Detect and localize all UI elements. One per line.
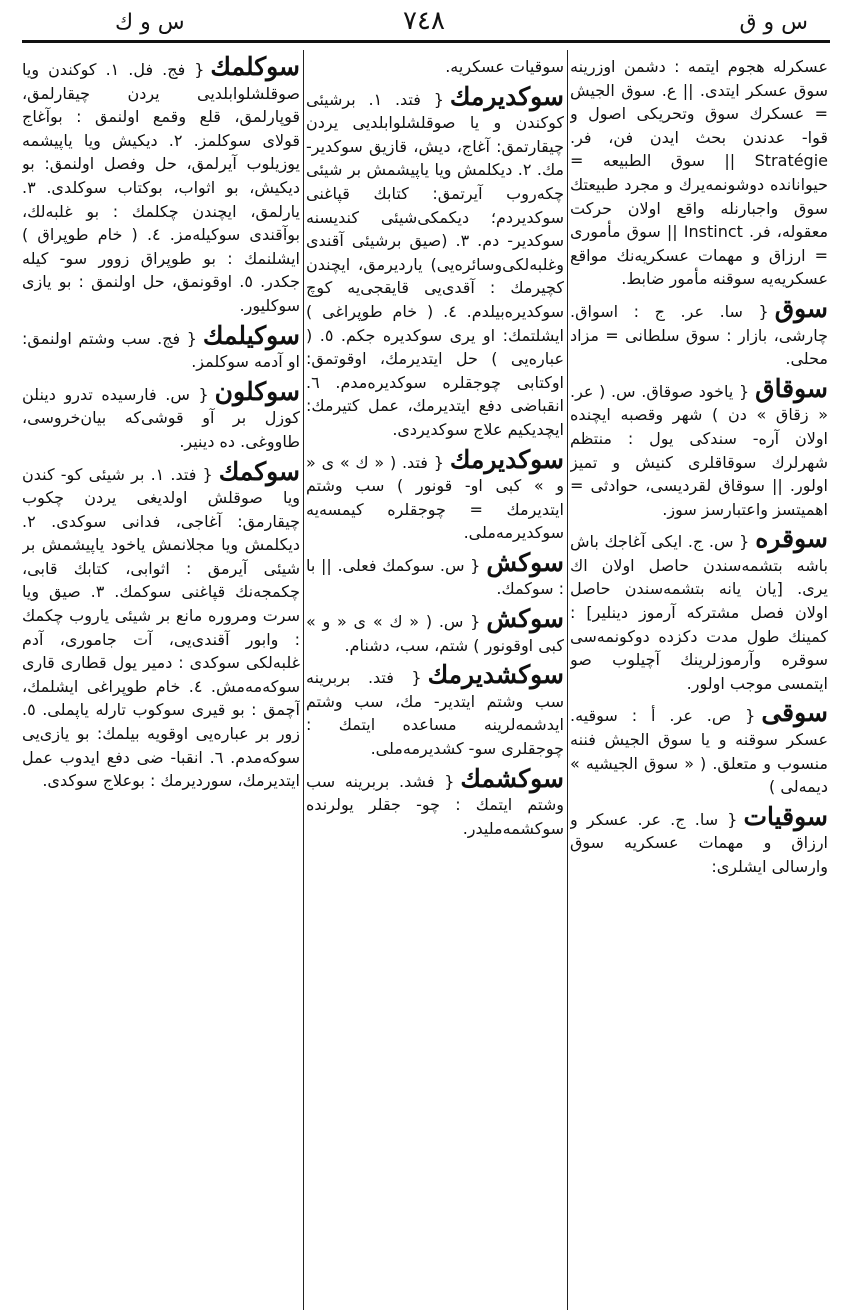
page-header xyxy=(0,0,848,40)
entry-headword: سوقی xyxy=(761,698,828,728)
dictionary-entry xyxy=(22,320,300,374)
entry-headword: سوقیات xyxy=(743,801,828,831)
entry-headword: سوق xyxy=(774,293,828,323)
dictionary-entry xyxy=(306,660,564,760)
entry-definition: { فتد. بربرینه سب وشتم ایتدیر- مك، سب وشتم ایدشمه‌لرینه مساعده ایتمك : چوجقلری سو- کشدیرمه‌ملی. xyxy=(306,668,564,759)
entry-headword: سوکیلمك xyxy=(202,320,300,350)
dictionary-entry xyxy=(306,604,564,657)
entry-definition: { فشد. بربرینه سب وشتم ایتمك : چو- جقلر یولرنده سوکشمه‌ملیدر. xyxy=(306,771,564,838)
column-divider xyxy=(303,50,304,1310)
dictionary-entry xyxy=(22,55,300,318)
entry-headword: سوکشمك xyxy=(460,763,564,793)
page-number: ٧٤٨ xyxy=(403,6,445,36)
column-divider xyxy=(567,50,568,1310)
entry-definition: { س. ج. ایکی آغاجك باش باشه بتشمه‌سندن حاصل اولان اك یری. [یان یانه بتشمه‌سندن حاصل اولان فصل مشترکه آرموز دینلیر] : کمینك طول مدت دکزده دوکونمه‌سی سوقره وآرموزلرینك آچیلوب صو ایتمسی موجب اولور. xyxy=(570,532,828,693)
dictionary-entry xyxy=(22,456,300,793)
dictionary-entry xyxy=(570,698,828,798)
dictionary-entry xyxy=(22,376,300,454)
entry-headword: سوکش xyxy=(486,547,564,577)
entry-definition: { فتد. ( « ك » ی « و » کبی او- قونور ) سب وشتم ایتدیرمك = چوجقلره کیمسه‌یه سوکدیرمه‌ملی. xyxy=(306,452,564,543)
entry-headword: سوکلمك xyxy=(210,55,300,81)
dictionary-entry xyxy=(570,524,828,695)
column-left xyxy=(22,55,300,1305)
entry-definition: عسکرله هجوم ایتمه : دشمن اوزرینه سوق عسکر ایتدی. || ع. سوق الجیش = عسکرك سوق وتحریکی اصول و قوا- عدندن بحث ایدن فن، فر. Stratégie || سوق الطبیعه = حیوانانده دوشونمه‌یرك و مجرد طبیعتك سوق واجبارنله واقع اولان حرکت معقوله، فر. Instinct || سوق مأموری = ارزاق و مهمات عسکریه‌نك مواقع عسکریه‌یه سوقنه مأمور ضابط. xyxy=(570,57,828,289)
header-right-catchword: س و ق xyxy=(739,10,808,35)
dictionary-entry xyxy=(306,763,564,841)
entry-definition: { فج. فل. ۱. کوکندن ویا صوقلشلوابلدیی یردن چیقارلمق، قوپارلمق، قلع وقمع اولنمق : بوآغاج قولای سوکلمز. ۲. دیکیش ویا یاپیشمه یوزیلوب آیرلمق، حل وفصل اولنمق: بو دیکیش، بو اثواب، بوکتاب سوکلدی. ۳. یارلمق، ایچندن چکلمك : بو غلبه‌لك، بوآقندی سوکیله‌مز. ٤. ( خام طوپراق ) ایشلنمك : بو طوپراق زوور سو- کیله جکدر. ٥. اوقونمق، حل اولنمق : بو یازی سوکلیور. xyxy=(22,60,300,315)
dictionary-entry xyxy=(570,801,828,879)
entry-definition: { س. فارسیده تدرو دینلن کوزل بر آو قوشی‌که بیان‌خروسی، طاووغی. ده دینیر. xyxy=(22,384,300,451)
header-left-catchword: س و ك xyxy=(115,10,185,35)
entry-headword: سوقاق xyxy=(755,373,828,403)
entry-headword: سوکشدیرمك xyxy=(427,660,564,690)
entry-definition: { فج. سب وشتم اولنمق: او آدمه سوکلمز. xyxy=(22,328,300,372)
entry-definition: { ص. عر. أ : سوقیه. عسکر سوقنه و یا سوق الجیش فننه منسوب و متعلق. ( « سوق الجیشیه » دیمه‌لی ) xyxy=(570,706,828,797)
dictionary-entry xyxy=(306,81,564,442)
entry-headword: سوکدیرمك xyxy=(449,444,564,474)
entry-headword: سوکلون xyxy=(214,376,300,406)
entry-definition: { سا. عر. ج : اسواق. چارشی، بازار : سوق سلطانی = مزاد محلی. xyxy=(570,301,828,369)
entry-definition: { س. سوکمك فعلی. || با : سوکمك. xyxy=(306,555,564,599)
entry-definition: { فتد. ۱. بر شیئی کو- کندن ویا صوقلش اولدیغی یردن چکوب چیقارمق: آغاجی، فدانی سوکدی. ۲. دیکلمش ویا مجلانمش یاخود یاپیشمش بر شیئی آیرمق : اثوابی، کتابك قابی، چکمجه‌نك قپاغنی سوکمك. ۳. صیق ویا سرت ومروره مانع بر شیئی یاروب چکمك : وابور آقندی‌یی، آت جاموری، آدم غلبه‌لکی سوکدی : دمیر یول قطاری قاری سوکه‌مه‌مش. ٤. خام طوپراغی ایشلمك، آچمق : بو قیری سوکوب تارله یاپملی. ٥. زور بر عباره‌یی اوقویه بیلمك: بو یازی‌یی سوکه‌مدم. ٦. انقبا- ضی دفع ایدوب عمل ایتدیرمك، سوردیرمك : بوعلاج سوکدی. xyxy=(22,464,300,791)
entry-headword: سوکمك xyxy=(218,456,300,486)
entry-definition: سوقیات عسکریه. xyxy=(445,57,564,76)
entry-headword: سوکدیرمك xyxy=(449,81,564,111)
entry-headword: سوقره xyxy=(755,524,828,554)
entry-definition: { سا. ج. عر. عسکر و ارزاق و مهمات عسکریه سوق وارسالی ایشلری: xyxy=(570,809,828,876)
dictionary-entry xyxy=(306,55,564,79)
dictionary-entry xyxy=(306,444,564,545)
entry-headword: سوکش xyxy=(486,604,564,634)
entry-definition: { یاخود صوقاق. س. ( عر. « زقاق » دن ) شهر وقصبه ایچنده اولان آره- سندکی یول : منتظم شهرلرك سوقاقلری کنیش و تمیز اولور. || سوقاق لقردیسی، حوادثی = اهمیتسز واعتبارسز سوز. xyxy=(570,381,828,519)
column-middle xyxy=(306,55,564,1305)
entry-definition: { فتد. ۱. برشیئی کوکندن و یا صوقلشلوابلدیی یردن چیقارتمق: آغاج، دیش، قازیق سوکدیر- مك. ۲. دیکلمش ویا یاپیشمش بر شیئی چکه‌روب آیرتمق: کتابك قپاغنی سوکدیردم؛ دیکمکی‌شیئی کندیسنه سوکدیر- دم. ۳. (صیق برشیئی آقندی وغلبه‌لکی‌وسائره‌یی) یاردیرمق، ایچندن کچیرمك : آقدی‌یی قایقجی‌یه کوچ سوکدیره‌بیلدم. ٤. ( خام طوپراغی ) ایشلتمك: او یری سوکدیره جکم. ٥. ( عباره‌یی ) حل ایتدیرمك، اوقوتمق: اوکتابی چوجقلره سوکدیره‌مدم. ٦. انقباضی دفع ایتدیرمك، عمل کتیرمك: ایچدیکیم علاج سوکدیردی. xyxy=(306,89,564,439)
dictionary-entry xyxy=(570,373,828,522)
entry-definition: { س. ( « ك » ی « و » کبی اوقونور ) شتم، سب، دشنام. xyxy=(306,612,564,655)
header-rule xyxy=(22,40,830,43)
dictionary-entry xyxy=(306,547,564,601)
dictionary-entry xyxy=(570,55,828,291)
dictionary-entry xyxy=(570,293,828,371)
column-right xyxy=(570,55,828,1305)
